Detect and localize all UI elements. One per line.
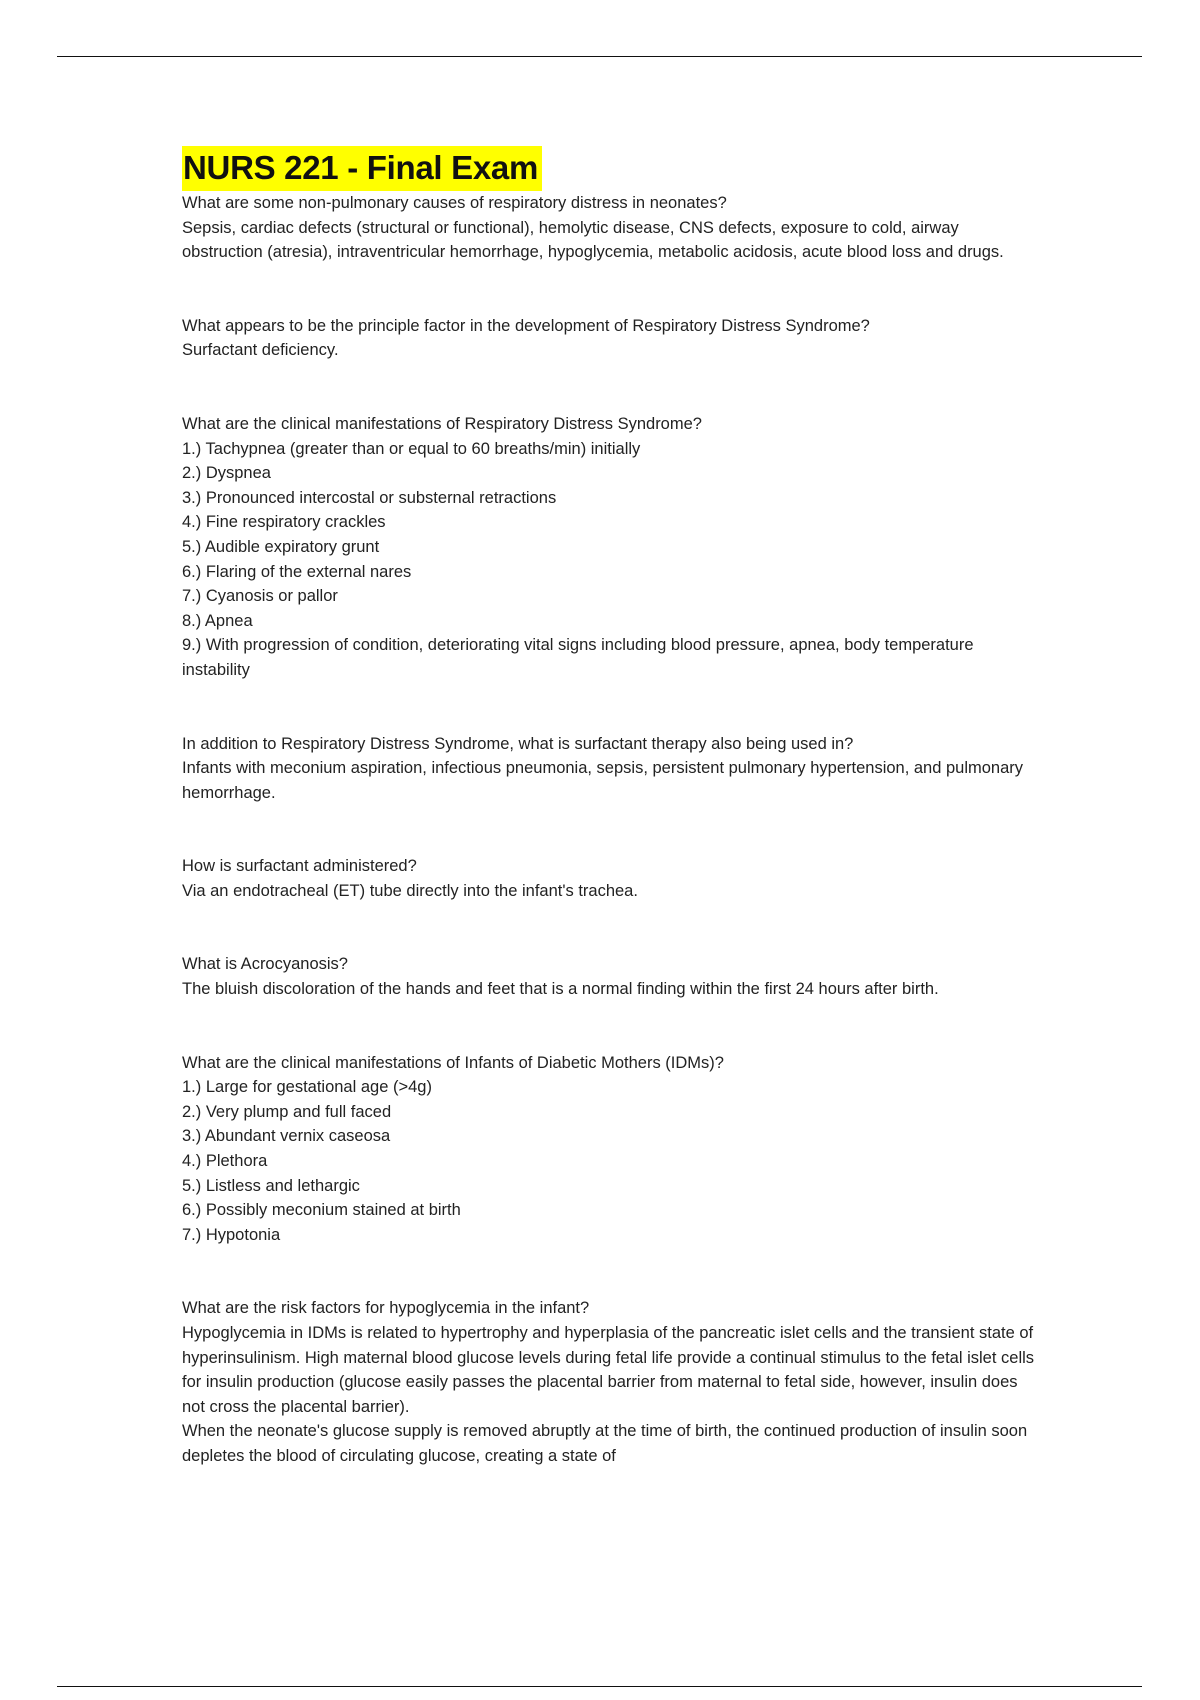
list-item: 2.) Very plump and full faced <box>182 1102 392 1121</box>
question-text: What are some non-pulmonary causes of respiratory distress in neonates? <box>182 194 727 212</box>
list-item: 6.) Possibly meconium stained at birth <box>182 1201 461 1220</box>
list-item: 8.) Apnea <box>182 611 253 630</box>
list-item: 3.) Abundant vernix caseosa <box>182 1127 391 1146</box>
list-item: 5.) Audible expiratory grunt <box>182 537 380 556</box>
answer-text: Surfactant deficiency. <box>182 341 339 360</box>
question-text: What appears to be the principle factor in the development of Respiratory Distress Syndrome? <box>182 316 870 335</box>
list-item: 7.) Hypotonia <box>182 1225 281 1244</box>
list-item: 2.) Dyspnea <box>182 464 271 483</box>
answer-text: The bluish discoloration of the hands and feet that is a normal finding within the first 24 hours after birth. <box>182 980 939 999</box>
list-item: 3.) Pronounced intercostal or substernal retractions <box>182 488 557 507</box>
question-text: How is surfactant administered? <box>182 857 417 876</box>
list-item: 4.) Plethora <box>182 1152 268 1171</box>
bottom-rule <box>57 1686 1142 1687</box>
answer-text: Infants with meconium aspiration, infectious pneumonia, sepsis, persistent pulmonary hypertension, and pulmonary hemorrhage. <box>182 759 1024 802</box>
qa-section <box>182 732 1042 806</box>
question-text: What are the clinical manifestations of Respiratory Distress Syndrome? <box>182 414 702 433</box>
list-item: 6.) Flaring of the external nares <box>182 562 412 581</box>
question-text: In addition to Respiratory Distress Syndrome, what is surfactant therapy also being used in? <box>182 734 854 753</box>
document-title: NURS 221 - Final Exam <box>182 146 542 191</box>
qa-section <box>182 412 1042 683</box>
list-item: 5.) Listless and lethargic <box>182 1176 360 1195</box>
document-page <box>182 146 1042 1518</box>
answer-text: Hypoglycemia in IDMs is related to hypertrophy and hyperplasia of the pancreatic islet cells and the transient state of hyperinsulinism. High maternal blood glucose levels during fetal life provide a continual stimulus to the fetal islet cells for insulin production (glucose easily passes the placental barrier from maternal to fetal side, however, insulin does not cross the placental barrier). <box>182 1324 1035 1416</box>
list-item: 1.) Large for gestational age (>4g) <box>182 1078 432 1097</box>
list-item: 7.) Cyanosis or pallor <box>182 587 338 606</box>
list-item: 1.) Tachypnea (greater than or equal to 60 breaths/min) initially <box>182 439 641 458</box>
answer-text-continued: When the neonate's glucose supply is removed abruptly at the time of birth, the continued production of insulin soon depletes the blood of circulating glucose, creating a state of <box>182 1422 1028 1465</box>
list-item: 9.) With progression of condition, deteriorating vital signs including blood pressure, apnea, body temperature instability <box>182 636 974 679</box>
qa-section <box>182 952 1042 1001</box>
qa-section <box>182 1051 1042 1248</box>
qa-section <box>182 191 1042 265</box>
question-text: What is Acrocyanosis? <box>182 955 348 974</box>
list-item: 4.) Fine respiratory crackles <box>182 513 386 532</box>
qa-section <box>182 1296 1042 1468</box>
qa-section <box>182 854 1042 903</box>
answer-text: Sepsis, cardiac defects (structural or functional), hemolytic disease, CNS defects, exposure to cold, airway obstruction (atresia), intraventricular hemorrhage, hypoglycemia, metabolic acidosis, acute blood loss and drugs. <box>182 218 1004 262</box>
qa-section <box>182 314 1042 363</box>
question-text: What are the risk factors for hypoglycemia in the infant? <box>182 1299 590 1318</box>
top-rule <box>57 56 1142 57</box>
question-text: What are the clinical manifestations of Infants of Diabetic Mothers (IDMs)? <box>182 1053 724 1072</box>
answer-text: Via an endotracheal (ET) tube directly into the infant's trachea. <box>182 881 638 900</box>
